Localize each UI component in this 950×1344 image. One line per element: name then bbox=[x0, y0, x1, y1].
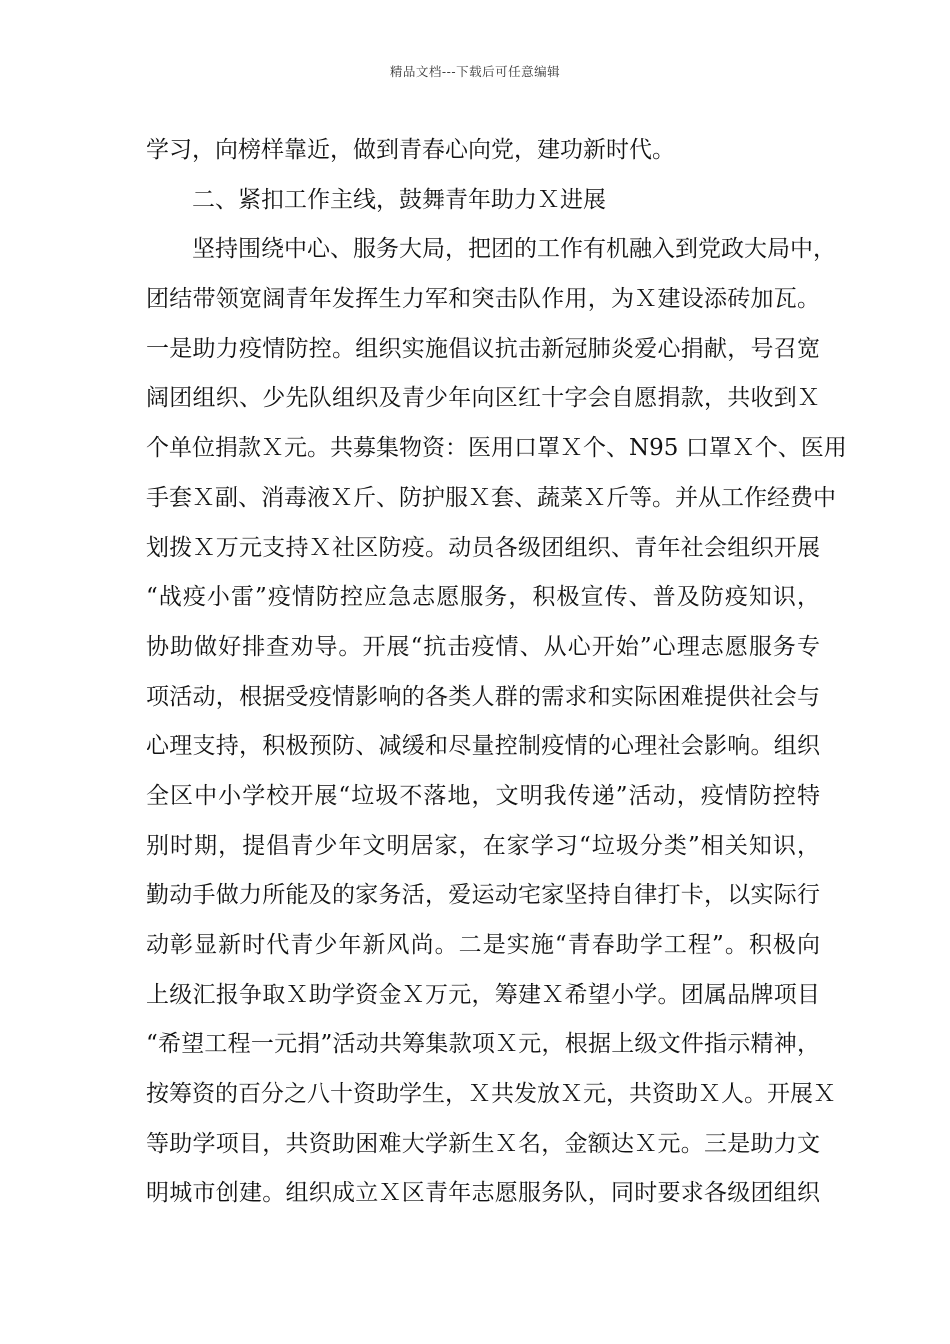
paragraph-line: 手套Ｘ副、消毒液Ｘ斤、防护服Ｘ套、蔬菜Ｘ斤等。并从工作经费中 bbox=[146, 484, 836, 511]
paragraph-line: “希望工程一元捐”活动共筹集款项Ｘ元，根据上级文件指示精神， bbox=[146, 1031, 820, 1058]
paragraph-line: 阔团组织、少先队组织及青少年向区红十字会自愿捐款，共收到Ｘ bbox=[146, 385, 820, 412]
paragraph-line: 明城市创建。组织成立Ｘ区青年志愿服务队，同时要求各级团组织 bbox=[146, 1180, 820, 1207]
paragraph-line: 个单位捐款Ｘ元。共募集物资：医用口罩Ｘ个、N95 口罩Ｘ个、医用 bbox=[146, 435, 847, 462]
paragraph-line: 一是助力疫情防控。组织实施倡议抗击新冠肺炎爱心捐献，号召宽 bbox=[146, 335, 820, 362]
paragraph-line: 团结带领宽阔青年发挥生力军和突击队作用，为Ｘ建设添砖加瓦。 bbox=[146, 286, 820, 313]
paragraph-line: 动彰显新时代青少年新风尚。二是实施“青春助学工程”。积极向 bbox=[146, 932, 820, 958]
paragraph-line: 按筹资的百分之八十资助学生，Ｘ共发放Ｘ元，共资助Ｘ人。开展Ｘ bbox=[146, 1081, 836, 1108]
paragraph-line: 心理支持，积极预防、减缓和尽量控制疫情的心理社会影响。组织 bbox=[146, 733, 820, 760]
paragraph-line: “战疫小雷”疫情防控应急志愿服务，积极宣传、普及防疫知识， bbox=[146, 584, 820, 611]
paragraph-line: 学习，向榜样靠近，做到青春心向党，建功新时代。 bbox=[146, 137, 675, 163]
section-heading: 二、紧扣工作主线，鼓舞青年助力Ｘ进展 bbox=[192, 186, 606, 213]
paragraph-line: 坚持围绕中心、服务大局，把团的工作有机融入到党政大局中， bbox=[192, 236, 836, 263]
paragraph-line: 项活动，根据受疫情影响的各类人群的需求和实际困难提供社会与 bbox=[146, 683, 820, 710]
paragraph-line: 勤动手做力所能及的家务活，爱运动宅家坚持自律打卡，以实际行 bbox=[146, 882, 820, 909]
page-header: 精品文档---下载后可任意编辑 bbox=[389, 64, 561, 79]
paragraph-line: 别时期，提倡青少年文明居家，在家学习“垃圾分类”相关知识， bbox=[146, 832, 820, 859]
paragraph-line: 协助做好排查劝导。开展“抗击疫情、从心开始”心理志愿服务专 bbox=[146, 633, 820, 660]
paragraph-line: 划拨Ｘ万元支持Ｘ社区防疫。动员各级团组织、青年社会组织开展 bbox=[146, 534, 820, 561]
document-body bbox=[146, 126, 847, 1219]
paragraph-line: 上级汇报争取Ｘ助学资金Ｘ万元，筹建Ｘ希望小学。团属品牌项目 bbox=[146, 981, 820, 1008]
paragraph-line: 等助学项目，共资助困难大学新生Ｘ名，金额达Ｘ元。三是助力文 bbox=[146, 1130, 820, 1157]
paragraph-line: 全区中小学校开展“垃圾不落地，文明我传递”活动，疫情防控特 bbox=[146, 782, 820, 809]
